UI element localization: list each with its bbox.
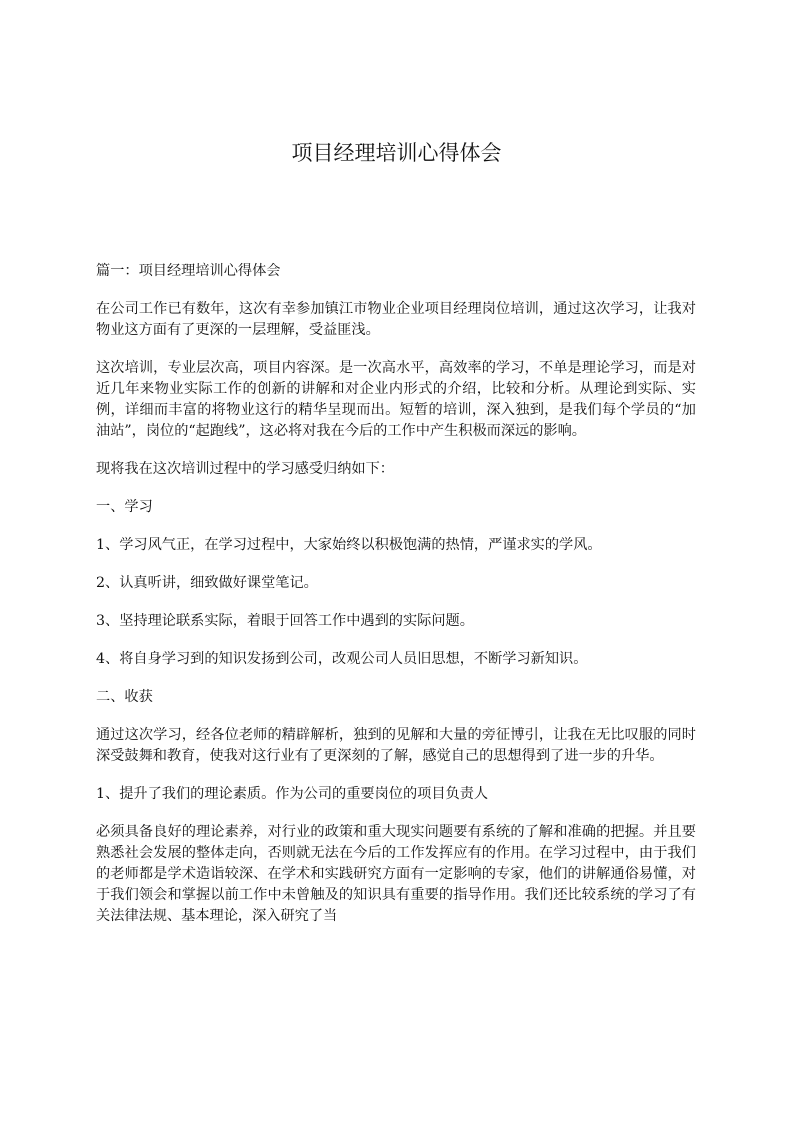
- document-body: [96, 261, 696, 944]
- gains-item-1: 1、提升了我们的理论素质。作为公司的重要岗位的项目负责人: [96, 786, 489, 802]
- section-heading-study: 一、学习: [96, 499, 153, 515]
- study-item-4: 4、将自身学习到的知识发扬到公司，改观公司人员旧思想，不断学习新知识。: [96, 651, 588, 667]
- section-heading-gains: 二、收获: [96, 689, 153, 705]
- study-item-2: 2、认真听讲，细致做好课堂笔记。: [96, 575, 318, 591]
- section-heading-part-one: 篇一：项目经理培训心得体会: [96, 263, 281, 279]
- intro-paragraph: 在公司工作已有数年，这次有幸参加镇江市物业企业项目经理岗位培训，通过这次学习，让我对物业这方面有了更深的一层理解，受益匪浅。: [96, 301, 696, 338]
- summary-lead-paragraph: 现将我在这次培训过程中的学习感受归纳如下：: [96, 461, 394, 477]
- study-item-1: 1、学习风气正，在学习过程中，大家始终以积极饱满的热情，严谨求实的学风。: [96, 537, 602, 553]
- study-item-3: 3、坚持理论联系实际，着眼于回答工作中遇到的实际问题。: [96, 613, 474, 629]
- document-title: 项目经理培训心得体会: [291, 141, 502, 165]
- theory-quality-paragraph: 必须具备良好的理论素养，对行业的政策和重大现实问题要有系统的了解和准确的把握。并且要熟悉社会发展的整体走向，否则就无法在今后的工作发挥应有的作用。在学习过程中，由于我们的老师都是学术造诣较深、在学术和实践研究方面有一定影响的专家，他们的讲解通俗易懂，对于我们领会和掌握以前工作中未曾触及的知识具有重要的指导作用。我们还比较系统的学习了有关法律法规、基本理论，深入研究了当: [96, 824, 696, 924]
- gains-paragraph: 通过这次学习，经各位老师的精辟解析，独到的见解和大量的旁征博引，让我在无比叹服的同时深受鼓舞和教育，使我对这行业有了更深刻的了解，感觉自己的思想得到了进一步的升华。: [96, 727, 696, 764]
- training-overview-paragraph: 这次培训，专业层次高，项目内容深。是一次高水平，高效率的学习，不单是理论学习，而是对近几年来物业实际工作的创新的讲解和对企业内形式的介绍，比较和分析。从理论到实际、实例，详细而丰富的将物业这行的精华呈现而出。短暂的培训，深入独到，是我们每个学员的“加油站”，岗位的“起跑线”，这必将对我在今后的工作中产生积极而深远的影响。: [96, 360, 696, 439]
